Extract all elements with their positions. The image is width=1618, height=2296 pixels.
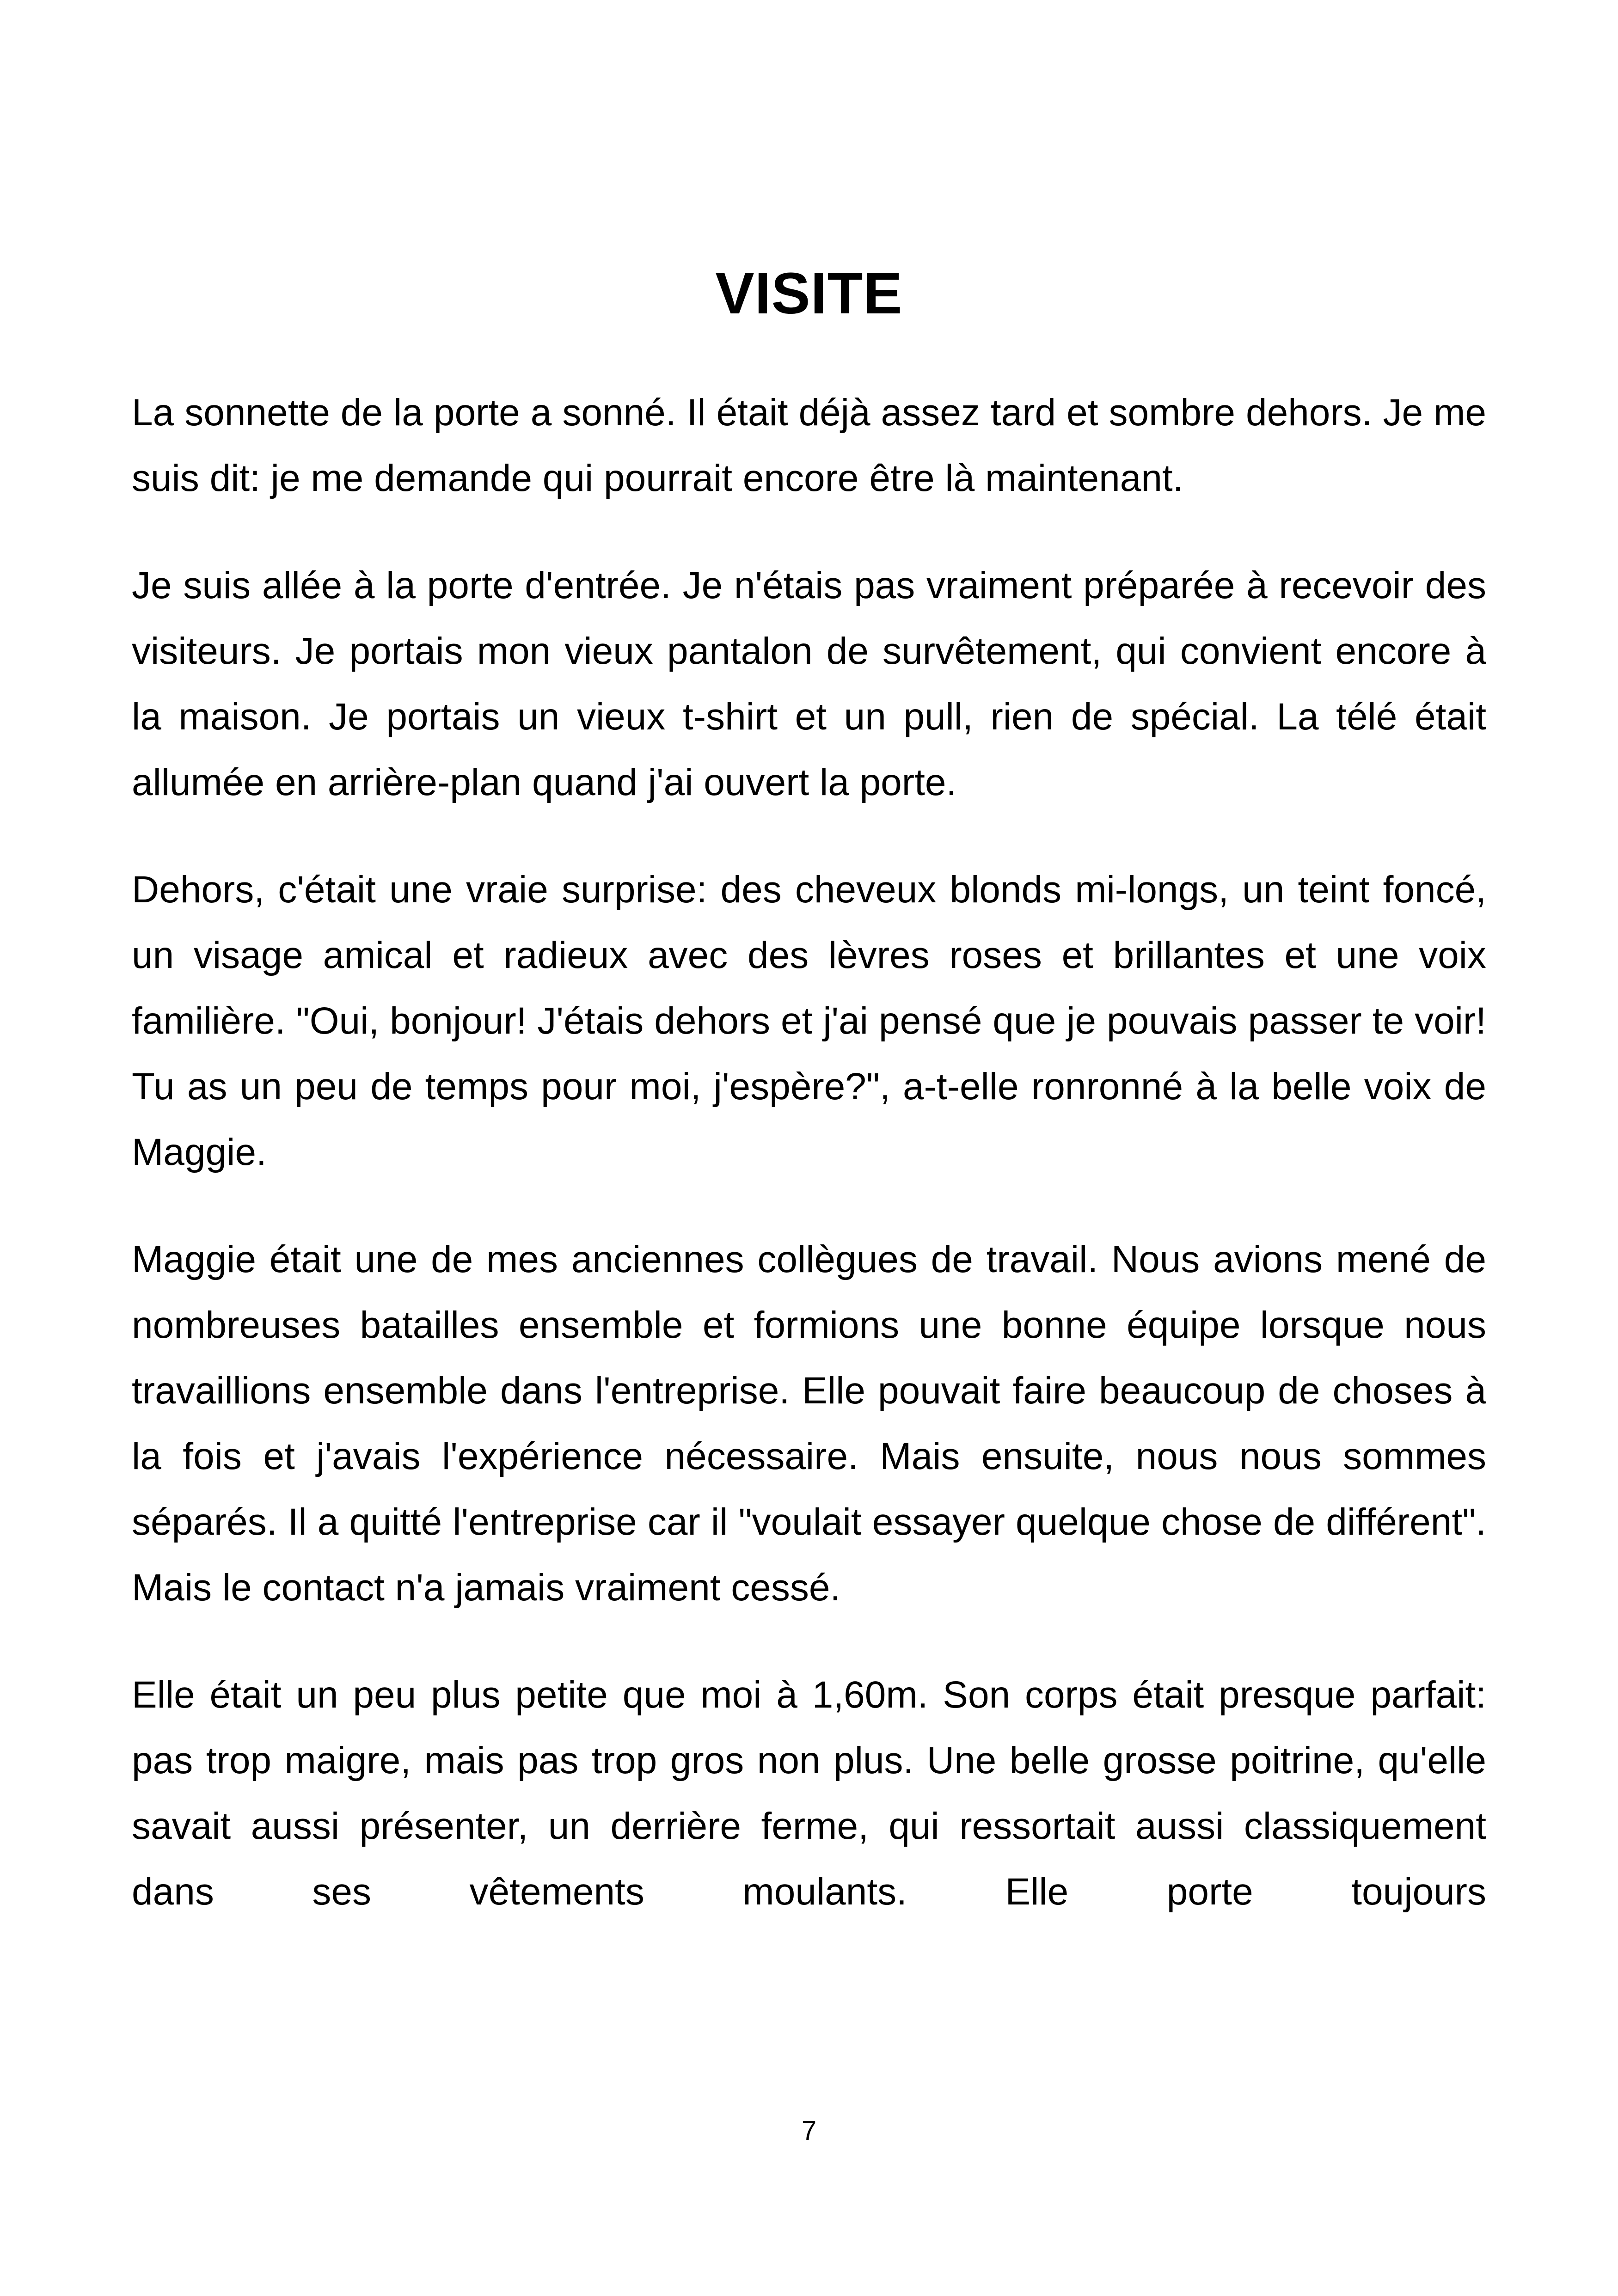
page-number: 7 (801, 2116, 817, 2146)
body-text (132, 380, 1486, 1966)
paragraph-4: Maggie était une de mes anciennes collègues de travail. Nous avions mené de nombreuses batailles ensemble et formions une bonne équipe lorsque nous travaillions ensemble dans l'entreprise. Elle pouvait faire beaucoup de choses à la fois et j'avais l'expérience nécessaire. Mais ensuite, nous nous sommes séparés. Il a quitté l'entreprise car il "voulait essayer quelque chose de différent". Mais le contact n'a jamais vraiment cessé. (132, 1238, 1486, 1609)
paragraph-2: Je suis allée à la porte d'entrée. Je n'étais pas vraiment préparée à recevoir des visiteurs. Je portais mon vieux pantalon de survêtement, qui convient encore à la maison. Je portais un vieux t-shirt et un pull, rien de spécial. La télé était allumée en arrière-plan quand j'ai ouvert la porte. (132, 564, 1486, 803)
paragraph-3: Dehors, c'était une vraie surprise: des cheveux blonds mi-longs, un teint foncé, un visage amical et radieux avec des lèvres roses et brillantes et une voix familière. "Oui, bonjour! J'étais dehors et j'ai pensé que je pouvais passer te voir! Tu as un peu de temps pour moi, j'espère?", a-t-elle ronronné à la belle voix de Maggie. (132, 869, 1486, 1173)
paragraph-5: Elle était un peu plus petite que moi à 1,60m. Son corps était presque parfait: pas trop maigre, mais pas trop gros non plus. Une belle grosse poitrine, qu'elle savait aussi présenter, un derrière ferme, qui ressortait aussi classiquement dans ses vêtements moulants. Elle porte toujours (132, 1674, 1486, 1913)
paragraph-1: La sonnette de la porte a sonné. Il était déjà assez tard et sombre dehors. Je me suis dit: je me demande qui pourrait encore être là maintenant. (132, 392, 1486, 499)
page-title: VISITE (715, 261, 903, 326)
